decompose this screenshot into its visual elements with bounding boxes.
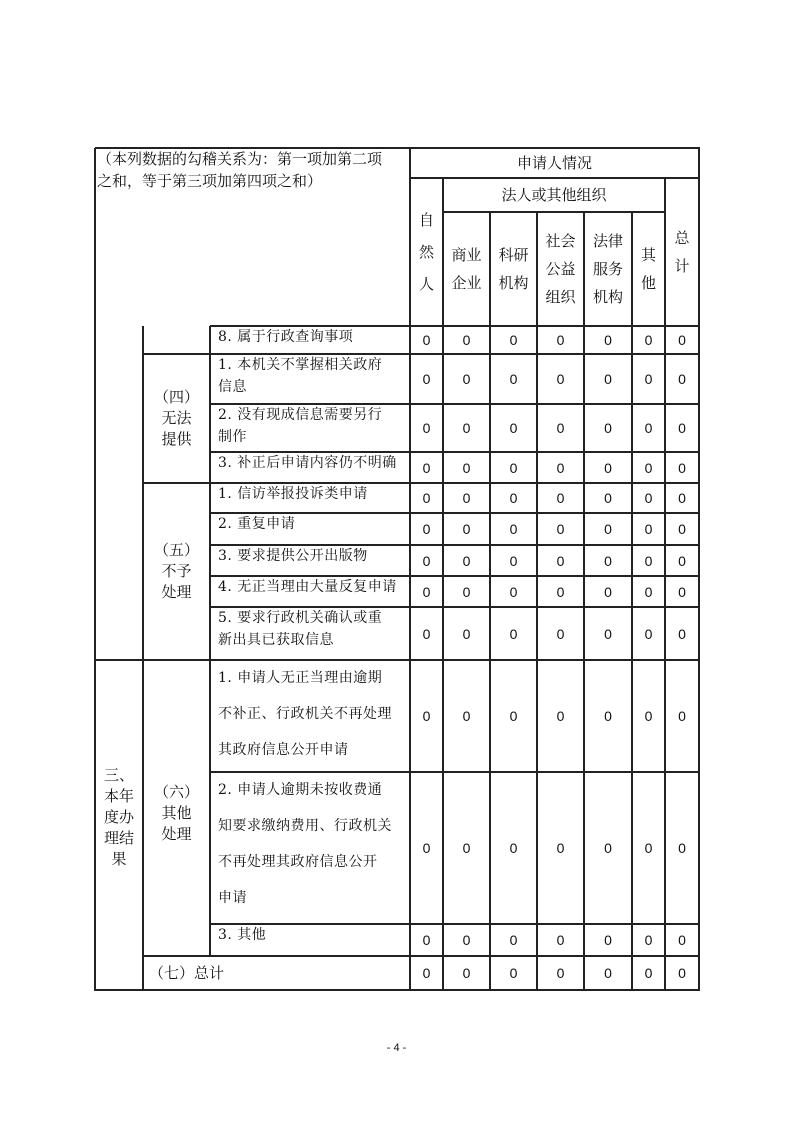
table-rule-v (536, 212, 538, 991)
column-header-research-institution (490, 212, 537, 326)
value-cell-legal-service-org: 0 (604, 708, 612, 724)
column-header-line: 公益 (545, 260, 576, 278)
table-rule-h (210, 923, 700, 925)
row-label (210, 772, 410, 924)
row-label-line: 2. 没有现成信息需要另行 (218, 407, 383, 423)
header-legal-or-other-org: 法人或其他组织 (501, 185, 607, 204)
value-cell-other: 0 (644, 583, 653, 600)
group-label-line: 其他 (161, 804, 192, 822)
section-label-line: 三、 (103, 766, 134, 784)
value-cell-total: 0 (678, 552, 686, 569)
column-header-line: 组织 (545, 288, 576, 306)
row-label (210, 607, 410, 660)
row-label-line: 不再处理其政府信息公开 (218, 854, 378, 870)
column-header-total (665, 178, 699, 326)
value-cell-commercial-enterprise: 0 (462, 490, 471, 506)
value-cell-commercial-enterprise: 0 (462, 965, 471, 981)
value-cell-other: 0 (644, 965, 653, 981)
value-cell-research-institution: 0 (509, 932, 518, 948)
table-rule-h (210, 575, 700, 577)
row-label-line: 申请 (218, 890, 247, 906)
row-label-line: 1. 申请人无正当理由逾期 (218, 670, 383, 686)
value-cell-total: 0 (678, 840, 686, 856)
row-label (210, 576, 410, 607)
value-cell-commercial-enterprise: 0 (462, 521, 471, 537)
row-label (210, 924, 410, 956)
value-cell-total: 0 (678, 932, 686, 948)
column-header-line: 总 (674, 229, 690, 247)
group-unable-to-provide (143, 354, 210, 483)
value-cell-research-institution: 0 (509, 420, 518, 436)
row-label (210, 660, 410, 772)
row-label-line: 8. 属于行政查询事项 (218, 329, 354, 345)
table-rule-v (631, 212, 633, 991)
value-cell-total: 0 (678, 332, 686, 348)
column-header-natural-person (410, 178, 443, 326)
row-label-line: 2. 重复申请 (218, 516, 296, 532)
value-cell-natural-person: 0 (422, 371, 431, 387)
value-cell-total: 0 (678, 420, 686, 436)
value-cell-legal-service-org: 0 (604, 420, 612, 436)
column-header-other (632, 212, 665, 326)
row-label-line: 4. 无正当理由大量反复申请 (218, 579, 397, 595)
value-cell-total: 0 (678, 521, 686, 537)
section-label-line: 度办 (103, 808, 134, 826)
value-cell-social-welfare-org: 0 (556, 490, 565, 506)
group-label-line: （五） (153, 541, 199, 559)
table-rule-v (142, 326, 144, 991)
value-cell-total: 0 (678, 459, 686, 476)
column-header-legal-service-org (584, 212, 632, 326)
value-cell-other: 0 (644, 625, 653, 642)
value-cell-research-institution: 0 (509, 332, 518, 348)
value-cell-legal-service-org: 0 (604, 840, 612, 856)
value-cell-other: 0 (644, 932, 653, 948)
value-cell-other: 0 (644, 840, 653, 856)
table-rule-h (95, 659, 700, 661)
value-cell-social-welfare-org: 0 (556, 583, 565, 600)
value-cell-legal-service-org: 0 (604, 965, 612, 981)
value-cell-research-institution: 0 (509, 490, 518, 506)
value-cell-other: 0 (644, 420, 653, 436)
value-cell-total: 0 (678, 625, 686, 642)
value-cell-natural-person: 0 (422, 521, 431, 537)
table-rule-h (210, 451, 700, 453)
group-label-line: 不予 (161, 562, 192, 580)
value-cell-natural-person: 0 (422, 932, 431, 948)
table-rule-v (94, 148, 96, 991)
value-cell-legal-service-org: 0 (604, 490, 612, 506)
value-cell-social-welfare-org: 0 (556, 840, 565, 856)
column-header-line: 他 (640, 274, 656, 292)
table-rule-h (210, 606, 700, 608)
value-cell-natural-person: 0 (422, 625, 431, 642)
section-label-line: 理结 (103, 829, 134, 847)
table-rule-h (210, 403, 700, 405)
table-rule-h (143, 955, 700, 957)
value-cell-commercial-enterprise: 0 (462, 459, 471, 476)
value-cell-other: 0 (644, 371, 653, 387)
value-cell-other: 0 (644, 332, 653, 348)
row-label-line: 2. 申请人逾期未按收费通 (218, 782, 383, 798)
value-cell-research-institution: 0 (509, 708, 518, 724)
table-rule-v (209, 326, 211, 957)
column-header-line: 商业 (451, 246, 482, 264)
value-cell-social-welfare-org: 0 (556, 420, 565, 436)
value-cell-natural-person: 0 (422, 583, 431, 600)
row-label (210, 545, 410, 576)
value-cell-natural-person: 0 (422, 332, 431, 348)
table-rule-h (210, 512, 700, 514)
row-label-line: 不补正、行政机关不再处理 (218, 706, 392, 722)
value-cell-research-institution: 0 (509, 459, 518, 476)
column-header-social-welfare-org (537, 212, 584, 326)
value-cell-natural-person: 0 (422, 552, 431, 569)
row-label (210, 452, 410, 483)
group-label-line: 无法 (161, 409, 192, 427)
table-rule-v (442, 178, 444, 991)
group-total: （七）总计 (149, 963, 225, 982)
column-header-line: 社会 (545, 232, 576, 250)
value-cell-legal-service-org: 0 (604, 371, 612, 387)
value-cell-commercial-enterprise: 0 (462, 371, 471, 387)
value-cell-natural-person: 0 (422, 840, 431, 856)
value-cell-research-institution: 0 (509, 625, 518, 642)
column-header-commercial-enterprise (443, 212, 490, 326)
column-header-line: 机构 (498, 274, 529, 292)
value-cell-total: 0 (678, 965, 686, 981)
value-cell-legal-service-org: 0 (604, 932, 612, 948)
table-rule-h (143, 353, 700, 355)
column-header-line: 科研 (498, 246, 529, 264)
value-cell-social-welfare-org: 0 (556, 332, 565, 348)
value-cell-social-welfare-org: 0 (556, 521, 565, 537)
value-cell-total: 0 (678, 490, 686, 506)
value-cell-legal-service-org: 0 (604, 459, 612, 476)
value-cell-social-welfare-org: 0 (556, 932, 565, 948)
column-header-line: 机构 (592, 288, 623, 306)
value-cell-natural-person: 0 (422, 490, 431, 506)
value-cell-legal-service-org: 0 (604, 332, 612, 348)
table-rule-v (664, 178, 666, 991)
column-header-line: 自 (418, 211, 434, 229)
column-header-line: 法律 (592, 232, 623, 250)
value-cell-other: 0 (644, 521, 653, 537)
row-label-line: 新出具已获取信息 (218, 632, 334, 648)
column-header-line: 服务 (592, 260, 623, 278)
section-label-line: 果 (111, 850, 127, 868)
column-header-line: 计 (674, 257, 690, 275)
row-label-line: 制作 (218, 429, 247, 445)
value-cell-social-welfare-org: 0 (556, 965, 565, 981)
table-rule-v (489, 212, 491, 991)
column-header-line: 然 (418, 243, 434, 261)
group-not-processed (143, 483, 210, 660)
value-cell-social-welfare-org: 0 (556, 552, 565, 569)
value-cell-other: 0 (644, 490, 653, 506)
row-label-line: 3. 补正后申请内容仍不明确 (218, 455, 397, 471)
row-label (210, 326, 410, 354)
section-annual-results (95, 660, 143, 990)
value-cell-commercial-enterprise: 0 (462, 840, 471, 856)
table-rule-h (210, 325, 700, 327)
table-rule-h (95, 147, 700, 149)
value-cell-social-welfare-org: 0 (556, 459, 565, 476)
column-header-line: 人 (418, 275, 434, 293)
value-cell-total: 0 (678, 371, 686, 387)
row-label (210, 513, 410, 545)
table-rule-h (210, 544, 700, 546)
value-cell-commercial-enterprise: 0 (462, 708, 471, 724)
value-cell-natural-person: 0 (422, 420, 431, 436)
value-cell-commercial-enterprise: 0 (462, 625, 471, 642)
row-label-line: 信息 (218, 379, 247, 395)
value-cell-legal-service-org: 0 (604, 625, 612, 642)
table-rule-v (583, 212, 585, 991)
value-cell-social-welfare-org: 0 (556, 625, 565, 642)
group-label-line: 提供 (161, 430, 192, 448)
value-cell-natural-person: 0 (422, 965, 431, 981)
column-header-line: 企业 (451, 274, 482, 292)
row-label-line: 3. 其他 (218, 927, 267, 943)
group-other-processing (143, 660, 210, 956)
value-cell-legal-service-org: 0 (604, 583, 612, 600)
value-cell-total: 0 (678, 583, 686, 600)
value-cell-commercial-enterprise: 0 (462, 932, 471, 948)
value-cell-research-institution: 0 (509, 371, 518, 387)
row-label-line: 知要求缴纳费用、行政机关 (218, 818, 392, 834)
group-label-line: 处理 (161, 583, 192, 601)
value-cell-legal-service-org: 0 (604, 521, 612, 537)
row-label (210, 483, 410, 513)
column-note-line: （本列数据的勾稽关系为：第一项加第二项 (97, 150, 383, 168)
value-cell-natural-person: 0 (422, 708, 431, 724)
value-cell-commercial-enterprise: 0 (462, 583, 471, 600)
group-label-line: （四） (153, 388, 199, 406)
table-rule-v (698, 148, 700, 991)
value-cell-other: 0 (644, 708, 653, 724)
row-label-line: 5. 要求行政机关确认或重 (218, 610, 383, 626)
value-cell-legal-service-org: 0 (604, 552, 612, 569)
table-rule-h (143, 482, 700, 484)
value-cell-total: 0 (678, 708, 686, 724)
value-cell-natural-person: 0 (422, 459, 431, 476)
column-note-line: 之和，等于第三项加第四项之和） (97, 172, 323, 190)
value-cell-commercial-enterprise: 0 (462, 332, 471, 348)
value-cell-other: 0 (644, 459, 653, 476)
table-rule-v (409, 148, 411, 991)
row-label-line: 1. 本机关不掌握相关政府 (218, 357, 383, 373)
table-rule-h (95, 989, 700, 991)
group-label-line: 处理 (161, 825, 192, 843)
value-cell-commercial-enterprise: 0 (462, 552, 471, 569)
value-cell-research-institution: 0 (509, 965, 518, 981)
row-label-line: 1. 信访举报投诉类申请 (218, 486, 368, 502)
value-cell-research-institution: 0 (509, 583, 518, 600)
group-label-line: （六） (153, 783, 199, 801)
value-cell-social-welfare-org: 0 (556, 371, 565, 387)
row-label-line: 3. 要求提供公开出版物 (218, 548, 368, 564)
table-rule-h (210, 771, 700, 773)
value-cell-research-institution: 0 (509, 840, 518, 856)
value-cell-other: 0 (644, 552, 653, 569)
column-note (95, 148, 410, 326)
value-cell-social-welfare-org: 0 (556, 708, 565, 724)
row-label (210, 404, 410, 452)
section-label-line: 本年 (103, 787, 134, 805)
row-label-line: 其政府信息公开申请 (218, 742, 349, 758)
page-number: - 4 - (386, 1042, 407, 1054)
header-applicant-situation: 申请人情况 (516, 153, 592, 172)
value-cell-commercial-enterprise: 0 (462, 420, 471, 436)
value-cell-research-institution: 0 (509, 552, 518, 569)
table-rule-h (410, 177, 700, 179)
column-header-line: 其 (640, 246, 656, 264)
value-cell-research-institution: 0 (509, 521, 518, 537)
row-label (210, 354, 410, 404)
